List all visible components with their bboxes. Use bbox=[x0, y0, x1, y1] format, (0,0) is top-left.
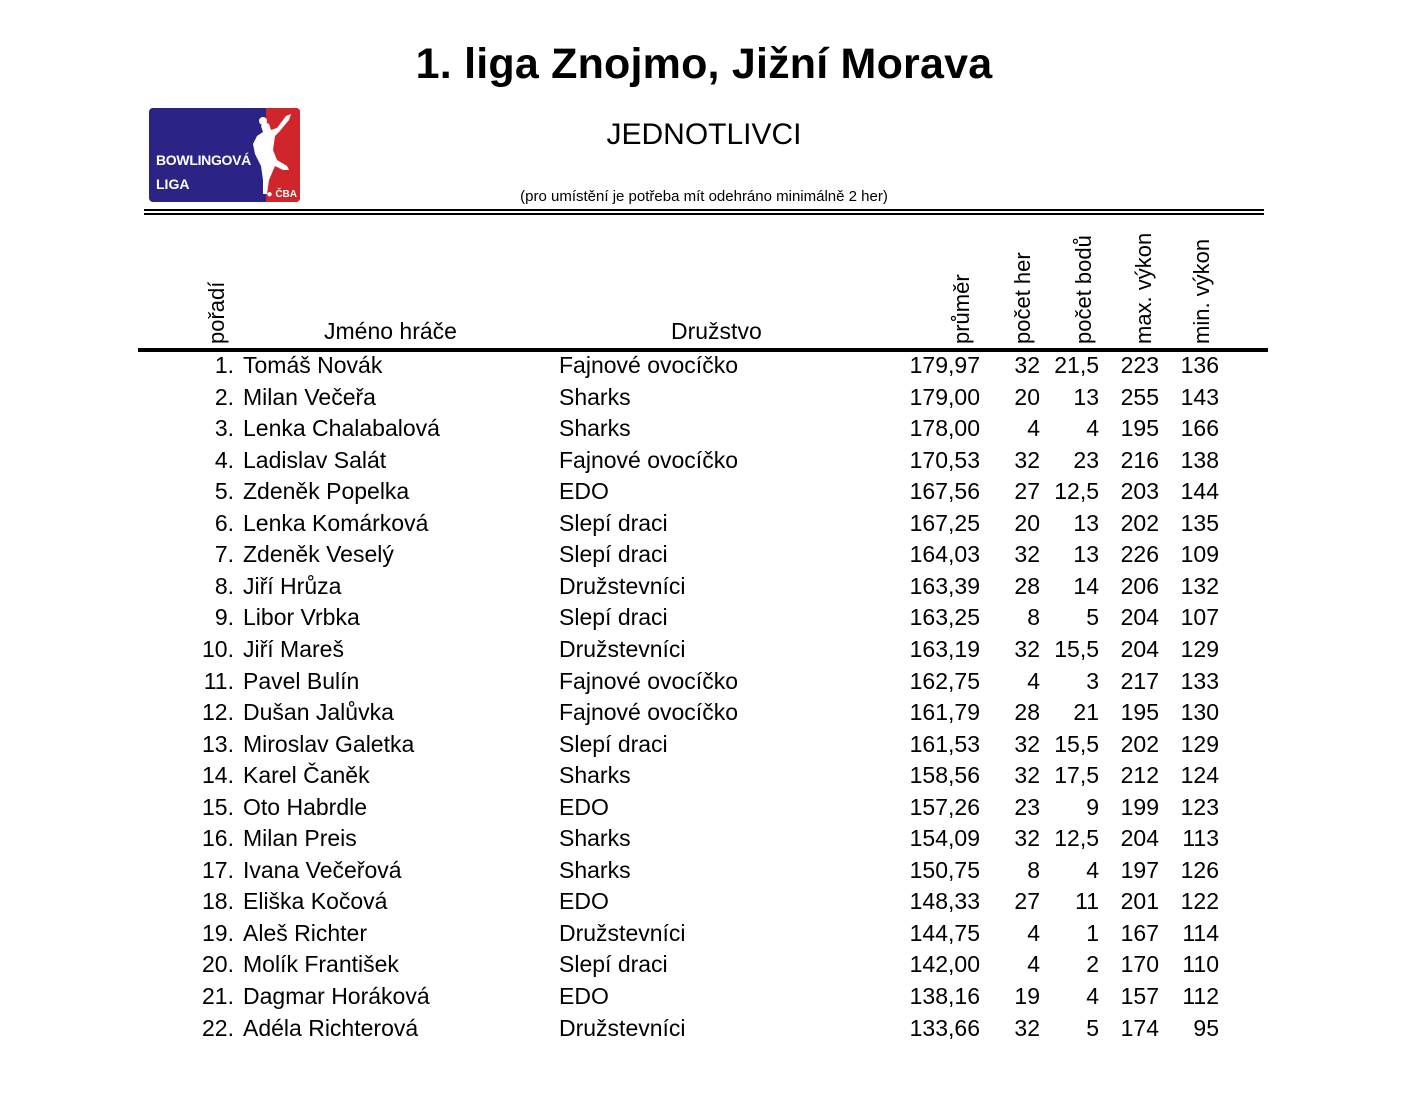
games-played: 28 bbox=[1014, 699, 1040, 726]
min-score: 112 bbox=[1182, 983, 1219, 1009]
rank-cell: 13. bbox=[202, 730, 234, 757]
points: 15,5 bbox=[1054, 730, 1099, 757]
col-header-name: Jméno hráče bbox=[324, 318, 457, 344]
rank-cell: 11. bbox=[203, 667, 234, 694]
team-name: Fajnové ovocíčko bbox=[559, 352, 738, 378]
table-row bbox=[0, 825, 1408, 857]
table-row bbox=[0, 857, 1408, 889]
player-name: Dušan Jalůvka bbox=[243, 699, 394, 726]
rank-cell: 22. bbox=[202, 1014, 234, 1041]
max-score: 204 bbox=[1120, 825, 1159, 852]
games-played: 20 bbox=[1014, 509, 1040, 536]
table-row bbox=[0, 1015, 1408, 1047]
table-row bbox=[0, 384, 1408, 416]
player-name: Dagmar Horáková bbox=[243, 983, 430, 1009]
team-name: Sharks bbox=[559, 856, 631, 883]
games-played: 28 bbox=[1014, 572, 1040, 599]
average: 170,53 bbox=[909, 446, 980, 473]
min-score: 122 bbox=[1180, 888, 1219, 915]
average: 178,00 bbox=[909, 415, 980, 442]
team-name: Slepí draci bbox=[559, 951, 668, 978]
max-score: 197 bbox=[1120, 856, 1159, 883]
average: 150,75 bbox=[909, 856, 980, 883]
min-score: 113 bbox=[1182, 825, 1219, 852]
average: 133,66 bbox=[909, 1014, 980, 1041]
table-row bbox=[0, 510, 1408, 542]
player-name: Aleš Richter bbox=[243, 919, 367, 946]
table-row bbox=[0, 920, 1408, 952]
logo-text-line2: LIGA bbox=[156, 176, 190, 192]
bowling-ball-icon: ● bbox=[266, 189, 273, 200]
team-name: Sharks bbox=[559, 762, 631, 789]
team-name: Fajnové ovocíčko bbox=[559, 699, 738, 726]
rank-cell: 8. bbox=[214, 572, 234, 599]
rank-cell: 21. bbox=[202, 983, 234, 1009]
points: 17,5 bbox=[1054, 762, 1099, 789]
min-score: 126 bbox=[1180, 856, 1219, 883]
points: 13 bbox=[1073, 509, 1099, 536]
col-header-games: počet her bbox=[1010, 252, 1035, 344]
min-score: 129 bbox=[1180, 635, 1219, 662]
average: 167,56 bbox=[909, 478, 980, 505]
max-score: 202 bbox=[1120, 509, 1159, 536]
min-score: 166 bbox=[1180, 415, 1219, 442]
max-score: 206 bbox=[1120, 572, 1159, 599]
player-name: Pavel Bulín bbox=[243, 667, 360, 694]
player-name: Eliška Kočová bbox=[243, 888, 388, 915]
max-score: 195 bbox=[1120, 415, 1159, 442]
page-subtitle: JEDNOTLIVCI bbox=[606, 118, 802, 151]
table-row bbox=[0, 604, 1408, 636]
header-divider-bottom bbox=[144, 213, 1264, 215]
team-name: Družstevníci bbox=[559, 919, 686, 946]
rank-cell: 2. bbox=[214, 383, 234, 410]
player-name: Jiří Mareš bbox=[243, 635, 344, 662]
points: 21,5 bbox=[1054, 352, 1099, 378]
games-played: 32 bbox=[1014, 635, 1040, 662]
average: 163,25 bbox=[909, 604, 980, 631]
games-played: 32 bbox=[1014, 446, 1040, 473]
games-played: 8 bbox=[1027, 604, 1040, 631]
table-row bbox=[0, 794, 1408, 826]
player-name: Tomáš Novák bbox=[243, 352, 383, 378]
table-row bbox=[0, 636, 1408, 668]
team-name: Družstevníci bbox=[559, 635, 686, 662]
points: 13 bbox=[1073, 541, 1099, 568]
min-score: 130 bbox=[1180, 699, 1219, 726]
max-score: 167 bbox=[1120, 919, 1159, 946]
games-played: 32 bbox=[1014, 541, 1040, 568]
max-score: 195 bbox=[1120, 699, 1159, 726]
games-played: 8 bbox=[1027, 856, 1040, 883]
games-played: 4 bbox=[1027, 415, 1040, 442]
games-played: 32 bbox=[1014, 825, 1040, 852]
min-score: 143 bbox=[1180, 383, 1219, 410]
rank-cell: 19. bbox=[202, 919, 234, 946]
table-row bbox=[0, 983, 1408, 1015]
average: 158,56 bbox=[909, 762, 980, 789]
max-score: 216 bbox=[1120, 446, 1159, 473]
table-row bbox=[0, 415, 1408, 447]
player-name: Lenka Komárková bbox=[243, 509, 429, 536]
max-score: 201 bbox=[1120, 888, 1159, 915]
points: 3 bbox=[1086, 667, 1099, 694]
team-name: Slepí draci bbox=[559, 509, 668, 536]
logo-text-line1: BOWLINGOVÁ bbox=[156, 152, 251, 168]
team-name: Slepí draci bbox=[559, 730, 668, 757]
average: 142,00 bbox=[909, 951, 980, 978]
max-score: 204 bbox=[1120, 635, 1159, 662]
rank-cell: 10. bbox=[202, 635, 234, 662]
points: 9 bbox=[1086, 793, 1099, 820]
min-score: 133 bbox=[1180, 667, 1219, 694]
average: 138,16 bbox=[909, 983, 980, 1009]
qualification-note: (pro umístění je potřeba mít odehráno minimálně 2 her) bbox=[520, 188, 888, 205]
average: 167,25 bbox=[909, 509, 980, 536]
min-score: 123 bbox=[1180, 793, 1219, 820]
points: 23 bbox=[1073, 446, 1099, 473]
table-row bbox=[0, 951, 1408, 983]
team-name: Slepí draci bbox=[559, 604, 668, 631]
max-score: 174 bbox=[1120, 1014, 1159, 1041]
games-played: 19 bbox=[1014, 983, 1040, 1009]
points: 11 bbox=[1075, 888, 1099, 915]
points: 4 bbox=[1086, 983, 1099, 1009]
average: 163,39 bbox=[909, 572, 980, 599]
games-played: 4 bbox=[1027, 951, 1040, 978]
max-score: 255 bbox=[1120, 383, 1159, 410]
games-played: 4 bbox=[1027, 667, 1040, 694]
average: 179,97 bbox=[909, 352, 980, 378]
team-name: Sharks bbox=[559, 825, 631, 852]
games-played: 32 bbox=[1014, 352, 1040, 378]
average: 148,33 bbox=[909, 888, 980, 915]
points: 5 bbox=[1086, 1014, 1099, 1041]
table-row bbox=[0, 888, 1408, 920]
team-name: EDO bbox=[559, 793, 609, 820]
max-score: 199 bbox=[1120, 793, 1159, 820]
rank-cell: 4. bbox=[214, 446, 234, 473]
games-played: 27 bbox=[1014, 888, 1040, 915]
rank-cell: 17. bbox=[202, 856, 234, 883]
games-played: 32 bbox=[1014, 1014, 1040, 1041]
average: 161,79 bbox=[909, 699, 980, 726]
points: 14 bbox=[1073, 572, 1099, 599]
average: 161,53 bbox=[909, 730, 980, 757]
rank-cell: 1. bbox=[214, 352, 234, 378]
team-name: Fajnové ovocíčko bbox=[559, 446, 738, 473]
player-name: Lenka Chalabalová bbox=[243, 415, 440, 442]
games-played: 4 bbox=[1027, 919, 1040, 946]
max-score: 212 bbox=[1120, 762, 1159, 789]
points: 12,5 bbox=[1054, 478, 1099, 505]
max-score: 204 bbox=[1120, 604, 1159, 631]
col-header-points: počet bodů bbox=[1071, 235, 1096, 344]
games-played: 27 bbox=[1014, 478, 1040, 505]
min-score: 138 bbox=[1180, 446, 1219, 473]
points: 4 bbox=[1086, 856, 1099, 883]
max-score: 157 bbox=[1120, 983, 1159, 1009]
table-row bbox=[0, 573, 1408, 605]
player-name: Ladislav Salát bbox=[243, 446, 387, 473]
team-name: Sharks bbox=[559, 415, 631, 442]
player-name: Milan Večeřa bbox=[243, 383, 376, 410]
col-header-min: min. výkon bbox=[1189, 238, 1214, 344]
team-name: Slepí draci bbox=[559, 541, 668, 568]
games-played: 23 bbox=[1014, 793, 1040, 820]
average: 179,00 bbox=[909, 383, 980, 410]
rank-cell: 20. bbox=[202, 951, 234, 978]
header-divider-top bbox=[144, 209, 1264, 211]
min-score: 144 bbox=[1180, 478, 1219, 505]
points: 5 bbox=[1086, 604, 1099, 631]
player-name: Miroslav Galetka bbox=[243, 730, 415, 757]
average: 157,26 bbox=[909, 793, 980, 820]
team-name: Družstevníci bbox=[559, 572, 686, 599]
team-name: EDO bbox=[559, 888, 609, 915]
min-score: 109 bbox=[1180, 541, 1219, 568]
min-score: 107 bbox=[1180, 604, 1219, 631]
points: 4 bbox=[1086, 415, 1099, 442]
min-score: 132 bbox=[1180, 572, 1219, 599]
col-header-team: Družstvo bbox=[671, 318, 762, 344]
player-name: Ivana Večeřová bbox=[243, 856, 402, 883]
points: 21 bbox=[1073, 699, 1099, 726]
points: 13 bbox=[1073, 383, 1099, 410]
average: 164,03 bbox=[909, 541, 980, 568]
average: 154,09 bbox=[909, 825, 980, 852]
average: 163,19 bbox=[909, 635, 980, 662]
max-score: 202 bbox=[1120, 730, 1159, 757]
table-row bbox=[0, 352, 1408, 384]
games-played: 20 bbox=[1014, 383, 1040, 410]
rank-cell: 18. bbox=[202, 888, 234, 915]
col-header-avg: průměr bbox=[949, 274, 974, 344]
average: 144,75 bbox=[909, 919, 980, 946]
max-score: 226 bbox=[1120, 541, 1159, 568]
min-score: 124 bbox=[1180, 762, 1219, 789]
rank-cell: 16. bbox=[202, 825, 234, 852]
table-row bbox=[0, 447, 1408, 479]
team-name: Sharks bbox=[559, 383, 631, 410]
table-row bbox=[0, 731, 1408, 763]
rank-cell: 15. bbox=[202, 793, 234, 820]
team-name: Družstevníci bbox=[559, 1014, 686, 1041]
table-row bbox=[0, 762, 1408, 794]
min-score: 129 bbox=[1180, 730, 1219, 757]
player-name: Zdeněk Veselý bbox=[243, 541, 394, 568]
max-score: 170 bbox=[1120, 951, 1159, 978]
points: 1 bbox=[1086, 919, 1099, 946]
min-score: 110 bbox=[1182, 951, 1219, 978]
table-row bbox=[0, 699, 1408, 731]
player-name: Milan Preis bbox=[243, 825, 357, 852]
points: 2 bbox=[1086, 951, 1099, 978]
rank-cell: 14. bbox=[202, 762, 234, 789]
rank-cell: 3. bbox=[214, 415, 234, 442]
player-name: Adéla Richterová bbox=[243, 1014, 419, 1041]
max-score: 223 bbox=[1120, 352, 1159, 378]
table-row bbox=[0, 478, 1408, 510]
col-header-max: max. výkon bbox=[1131, 232, 1156, 344]
games-played: 32 bbox=[1014, 730, 1040, 757]
table-row bbox=[0, 668, 1408, 700]
rank-cell: 12. bbox=[202, 699, 234, 726]
table-row bbox=[0, 541, 1408, 573]
points: 15,5 bbox=[1054, 635, 1099, 662]
max-score: 217 bbox=[1120, 667, 1159, 694]
player-name: Oto Habrdle bbox=[243, 793, 368, 820]
player-name: Jiří Hrůza bbox=[243, 572, 342, 599]
player-name: Libor Vrbka bbox=[243, 604, 360, 631]
min-score: 135 bbox=[1180, 509, 1219, 536]
min-score: 136 bbox=[1180, 352, 1219, 378]
min-score: 114 bbox=[1182, 919, 1219, 946]
average: 162,75 bbox=[909, 667, 980, 694]
games-played: 32 bbox=[1014, 762, 1040, 789]
player-name: Molík František bbox=[243, 951, 399, 978]
max-score: 203 bbox=[1120, 478, 1159, 505]
points: 12,5 bbox=[1054, 825, 1099, 852]
team-name: Fajnové ovocíčko bbox=[559, 667, 738, 694]
logo-org-text: ČBA bbox=[275, 189, 297, 200]
col-header-rank: pořadí bbox=[204, 281, 229, 344]
player-name: Zdeněk Popelka bbox=[243, 478, 410, 505]
team-name: EDO bbox=[559, 983, 609, 1009]
team-name: EDO bbox=[559, 478, 609, 505]
rank-cell: 5. bbox=[214, 478, 234, 505]
player-name: Karel Čaněk bbox=[243, 762, 370, 789]
rank-cell: 9. bbox=[214, 604, 234, 631]
min-score: 95 bbox=[1193, 1014, 1219, 1041]
rank-cell: 6. bbox=[214, 509, 234, 536]
rank-cell: 7. bbox=[214, 541, 234, 568]
page-title: 1. liga Znojmo, Jižní Morava bbox=[415, 40, 993, 88]
